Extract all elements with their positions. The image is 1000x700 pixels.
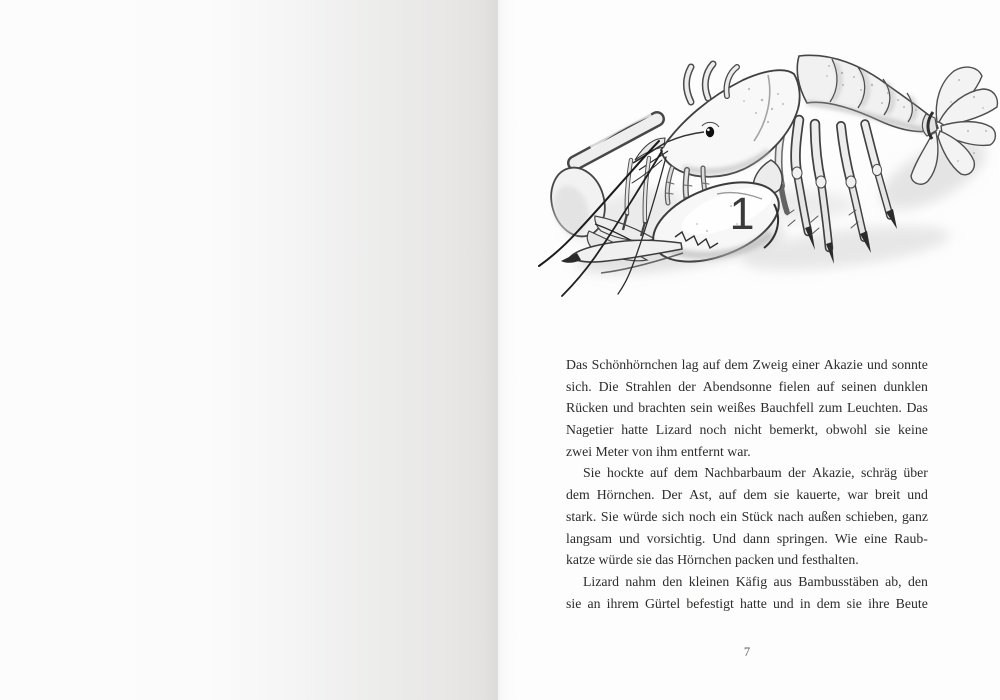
tail-fan [911,67,997,184]
text-line: Nagetier hatte Lizard noch nicht bemerkt, obwohl sie keine [566,422,928,438]
text-line: Sie hockte auf dem Nachbarbaum der Akazie, schräg über [583,465,928,481]
text-line: Das Schönhörnchen lag auf dem Zweig einer Akazie und sonnte [566,357,928,372]
text-line: dem Hörnchen. Der Ast, auf dem sie kauerte, war breit und [566,487,928,503]
head-appendages [687,64,738,102]
text-line: zwei Meter von ihm entfernt war. [566,443,751,459]
text-line: katze würde sie das Hörnchen packen und festhalten. [566,552,859,568]
eye [706,127,714,137]
body-text [566,354,928,614]
right-page [498,0,1000,700]
lobster-illustration [531,10,1000,310]
text-line: Rücken und brachten sein weißes Bauchfell zum Leuchten. Das [566,400,928,416]
text-line: stark. Sie würde sich noch ein Stück nach außen schieben, ganz [566,508,928,524]
text-line: Lizard nahm den kleinen Käfig aus Bambusstäben ab, den [583,573,928,589]
page-number: 7 [743,645,751,659]
text-line: sich. Die Strahlen der Abendsonne fielen auf seinen dunklen [566,378,928,394]
chapter-number: 1 [729,188,755,239]
text-line: langsam und vorsichtig. Und dann springen. Wie eine Raub- [566,530,928,546]
text-line: sie an ihrem Gürtel befestigt hatte und in dem sie ihre Beute [566,595,928,611]
left-page [0,0,498,700]
